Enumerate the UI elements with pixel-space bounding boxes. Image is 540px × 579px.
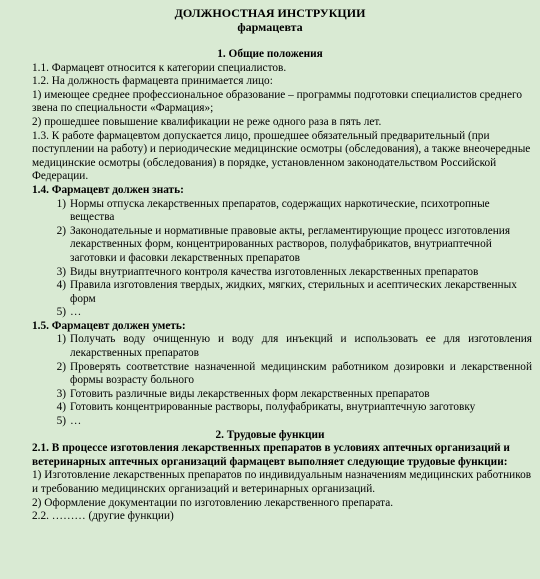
clause-1-5-heading: 1.5. Фармацевт должен уметь: xyxy=(32,319,186,332)
section-2-heading: 2. Трудовые функции xyxy=(215,428,325,441)
list-item: 4) Готовить концентрированные растворы, полуфабрикаты, внутриаптечную заготовку xyxy=(56,401,476,414)
list-item: 2) Проверять соответствие назначенной медицинским работником дозировки и лекарственной формы возрасту больного xyxy=(56,360,532,387)
document-subtitle: фармацевта xyxy=(237,20,303,34)
list-item: 2) Законодательные и нормативные правовые акты, регламентирующие процесс изготовления лекарственных форм, концентрированных растворов, полуфабрикатов, внутриаптечной заготовки и фасовки лекарственных препаратов xyxy=(56,224,511,264)
clause-1-2-item-1: 1) имеющее среднее профессиональное образование – программы подготовки специалистов среднего звена по специальности «Фармация»; xyxy=(32,88,522,115)
document-title: ДОЛЖНОСТНАЯ ИНСТРУКЦИИ xyxy=(174,6,366,20)
clause-2-1-item-1: 1) Изготовление лекарственных препаратов по индивидуальным назначениям медицинских работников и требованию медицинских организаций и ветеринарных организаций. xyxy=(32,469,532,495)
skills-list xyxy=(32,333,532,428)
section-1-heading: 1. Общие положения xyxy=(217,48,323,60)
list-item: 5) … xyxy=(56,306,82,319)
list-item: 1) Получать воду очищенную и воду для инъекций и использовать ее для изготовления лекарственных препаратов xyxy=(56,333,532,360)
list-item: 1) Нормы отпуска лекарственных препаратов, содержащих наркотические, психотропные вещества xyxy=(56,197,490,224)
clause-1-1: 1.1. Фармацевт относится к категории специалистов. xyxy=(32,61,287,74)
clause-1-3: 1.3. К работе фармацевтом допускается лицо, прошедшее обязательный предварительный (при поступлении на работу) и периодические медицинские осмотры (обследования), а также внеочередные медицинские осмотры (обследования) в порядке, установленном законодательством Российской Федерации. xyxy=(32,129,531,183)
clause-2-1: 2.1. В процессе изготовления лекарственных препаратов в условиях аптечных организаций и ветеринарных аптечных организаций фармацевт выполняет следующие трудовые функции: xyxy=(32,442,510,468)
clause-2-1-item-2: 2) Оформление документации по изготовлению лекарственного препарата. xyxy=(32,496,394,509)
knowledge-list xyxy=(32,198,532,320)
list-item: 3) Виды внутриаптечного контроля качества изготовленных лекарственных препаратов xyxy=(56,265,479,278)
clause-1-2: 1.2. На должность фармацевта принимается лицо: xyxy=(32,75,273,88)
list-item: 3) Готовить различные виды лекарственных форм лекарственных препаратов xyxy=(56,387,430,400)
clause-2-2: 2.2. ……… (другие функции) xyxy=(32,510,174,523)
clause-1-2-item-2: 2) прошедшее повышение квалификации не реже одного раза в пять лет. xyxy=(32,115,382,128)
list-item: 4) Правила изготовления твердых, жидких, мягких, стерильных и асептических лекарственных форм xyxy=(56,279,517,305)
clause-1-4-heading: 1.4. Фармацевт должен знать: xyxy=(32,183,184,196)
list-item: 5) … xyxy=(56,415,82,428)
